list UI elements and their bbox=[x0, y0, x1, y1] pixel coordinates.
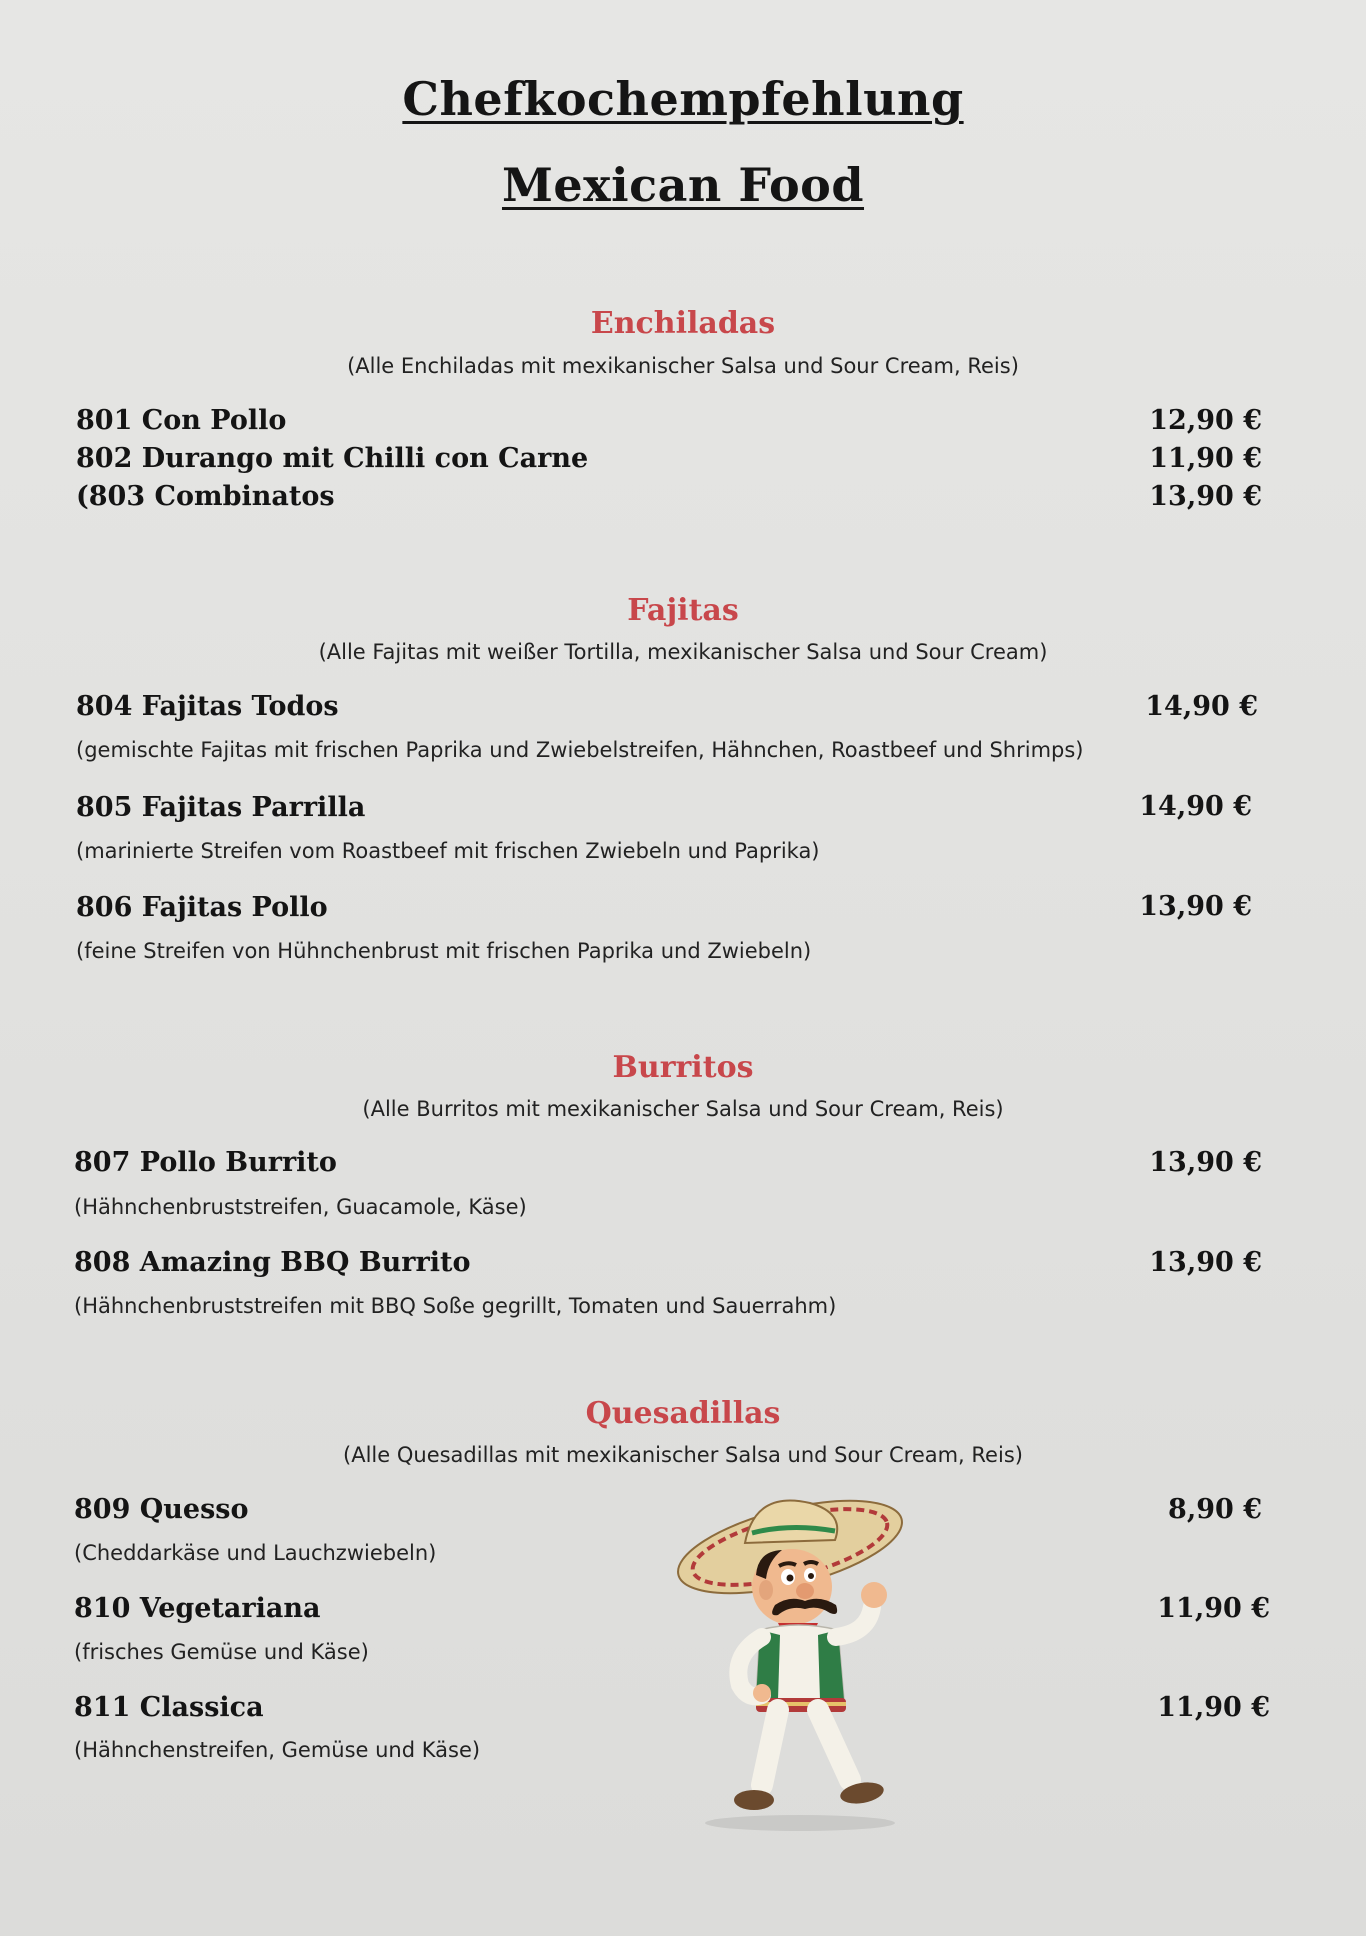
menu-item-description: (frisches Gemüse und Käse) bbox=[74, 1640, 369, 1664]
menu-item-description: (gemischte Fajitas mit frischen Paprika und Zwiebelstreifen, Hähnchen, Roastbeef und Shrimps) bbox=[76, 738, 1084, 762]
menu-item-name: 807 Pollo Burrito bbox=[74, 1147, 337, 1178]
section-heading-burritos: Burritos bbox=[612, 1050, 754, 1085]
menu-item-price: 13,90 € bbox=[1139, 891, 1252, 922]
section-note-burritos: (Alle Burritos mit mexikanischer Salsa und Sour Cream, Reis) bbox=[362, 1097, 1004, 1121]
section-heading-quesadillas: Quesadillas bbox=[585, 1396, 781, 1431]
menu-item-price: 13,90 € bbox=[1149, 1247, 1262, 1278]
menu-item-name: 808 Amazing BBQ Burrito bbox=[74, 1247, 471, 1278]
section-note-enchiladas: (Alle Enchiladas mit mexikanischer Salsa und Sour Cream, Reis) bbox=[347, 354, 1019, 378]
menu-subtitle: Mexican Food bbox=[501, 158, 865, 212]
menu-item-name: 805 Fajitas Parrilla bbox=[76, 792, 366, 823]
menu-title: Chefkochempfehlung bbox=[402, 72, 964, 126]
menu-item-name: 811 Classica bbox=[74, 1692, 264, 1723]
section-note-fajitas: (Alle Fajitas mit weißer Tortilla, mexikanischer Salsa und Sour Cream) bbox=[318, 640, 1048, 664]
menu-item-price: 13,90 € bbox=[1149, 1147, 1262, 1178]
menu-item-price: 11,90 € bbox=[1157, 1593, 1270, 1624]
menu-item-price: 11,90 € bbox=[1149, 443, 1262, 474]
menu-item-description: (feine Streifen von Hühnchenbrust mit frischen Paprika und Zwiebeln) bbox=[76, 939, 812, 963]
menu-item-price: 11,90 € bbox=[1157, 1692, 1270, 1723]
menu-item-name: 809 Quesso bbox=[74, 1494, 249, 1525]
section-note-quesadillas: (Alle Quesadillas mit mexikanischer Salsa und Sour Cream, Reis) bbox=[343, 1443, 1023, 1467]
menu-item-name: (803 Combinatos bbox=[76, 481, 335, 512]
menu-item-price: 14,90 € bbox=[1145, 691, 1258, 722]
menu-item-name: 801 Con Pollo bbox=[76, 405, 287, 436]
menu-item-price: 8,90 € bbox=[1168, 1494, 1262, 1525]
menu-item-description: (Hähnchenbruststreifen mit BBQ Soße gegrillt, Tomaten und Sauerrahm) bbox=[74, 1294, 837, 1318]
menu-item-description: (marinierte Streifen vom Roastbeef mit frischen Zwiebeln und Paprika) bbox=[76, 839, 820, 863]
menu-item-price: 12,90 € bbox=[1149, 405, 1262, 436]
mariachi-mascot-icon bbox=[650, 1495, 950, 1835]
menu-item-name: 802 Durango mit Chilli con Carne bbox=[76, 443, 589, 474]
menu-item-description: (Hähnchenbruststreifen, Guacamole, Käse) bbox=[74, 1195, 527, 1219]
menu-item-price: 13,90 € bbox=[1149, 481, 1262, 512]
section-heading-fajitas: Fajitas bbox=[627, 593, 739, 628]
menu-item-name: 806 Fajitas Pollo bbox=[76, 892, 328, 923]
menu-item-description: (Hähnchenstreifen, Gemüse und Käse) bbox=[74, 1738, 481, 1762]
menu-item-name: 810 Vegetariana bbox=[74, 1593, 321, 1624]
menu-item-price: 14,90 € bbox=[1139, 791, 1252, 822]
menu-item-name: 804 Fajitas Todos bbox=[76, 691, 339, 722]
menu-item-description: (Cheddarkäse und Lauchzwiebeln) bbox=[74, 1541, 437, 1565]
section-heading-enchiladas: Enchiladas bbox=[590, 306, 776, 341]
